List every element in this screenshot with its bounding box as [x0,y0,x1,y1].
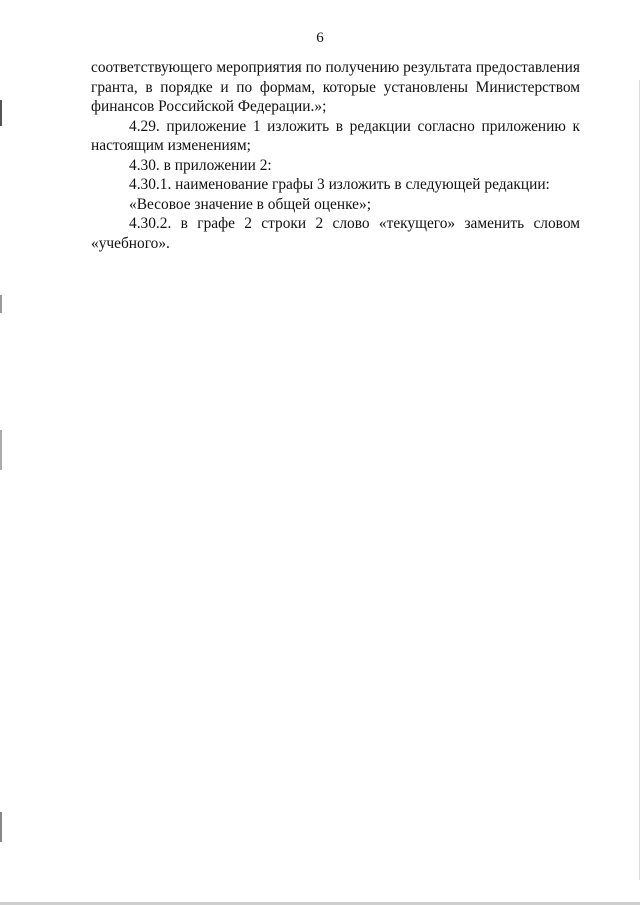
scan-edge-mark [0,295,2,313]
scan-edge-mark [0,430,2,470]
paragraph-item-4-30-2: 4.30.2. в графе 2 строки 2 слово «текущего» заменить словом «учебного». [91,215,580,252]
scan-edge-mark [0,100,2,126]
document-body [91,58,580,253]
paragraph-quoted-title: «Весовое значение в общей оценке»; [129,195,371,213]
page-number: 6 [316,30,324,46]
scan-edge-mark [0,812,2,842]
paragraph-continuation: соответствующего мероприятия по получению результата предоставления гранта, в порядке и по формам, которые установлены Министерством финансов Российской Федерации.»; [91,59,580,115]
paragraph-item-4-30-1: 4.30.1. наименование графы 3 изложить в следующей редакции: [129,176,550,193]
paragraph-item-4-29: 4.29. приложение 1 изложить в редакции согласно приложению к настоящим изменениям; [91,117,580,154]
paragraph-item-4-30: 4.30. в приложении 2: [129,156,272,174]
